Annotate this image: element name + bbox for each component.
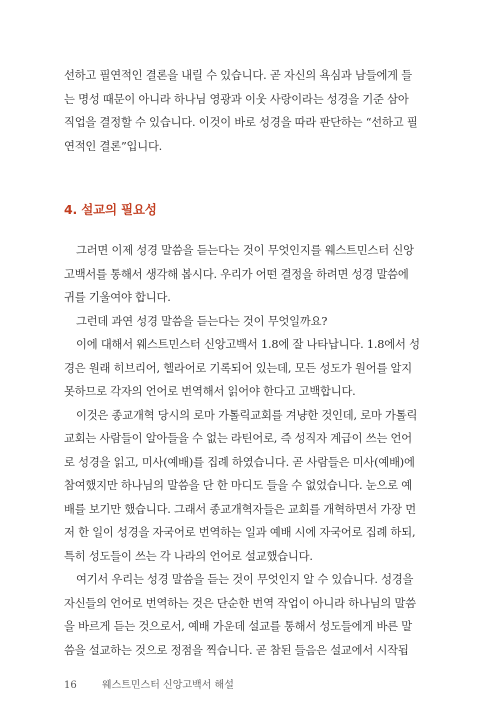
text-line: 연적인 결론”입니다. (64, 139, 163, 153)
text-line: 참여했지만 하나님의 말씀을 단 한 마디도 들을 수 없었습니다. 눈으로 예 (64, 479, 412, 492)
text-line: 여기서 우리는 성경 말씀을 듣는 것이 무엇인지 알 수 있습니다. 성경을 (76, 573, 414, 586)
text-line: 씀을 설교하는 것으로 정점을 찍습니다. 곧 참된 들음은 설교에서 시작됩 (64, 643, 409, 657)
text-line: 자신들의 언어로 번역하는 것은 단순한 번역 작업이 아니라 하나님의 말씀 (64, 596, 416, 610)
text-line: 저 한 일이 성경을 자국어로 번역하는 일과 예배 시에 자국어로 집례 하되, (64, 526, 416, 539)
text-line: 특히 성도들이 쓰는 각 나라의 언어로 설교했습니다. (64, 549, 313, 563)
intro-paragraph (64, 64, 434, 158)
page-number: 16 (64, 680, 77, 691)
section-body (64, 239, 434, 662)
section-heading: 4. 설교의 필요성 (64, 202, 157, 217)
text-line: 고백서를 통해서 생각해 봅시다. 우리가 어떤 결정을 하려면 성경 말씀에 (64, 267, 409, 281)
text-line: 선하고 필연적인 결론을 내릴 수 있습니다. 곧 자신의 욕심과 남들에게 들 (64, 69, 412, 82)
text-line: 을 바르게 듣는 것으로서, 예배 가운데 설교를 통해서 성도들에게 바른 말 (64, 620, 412, 633)
text-line: 직업을 결정할 수 있습니다. 이것이 바로 성경을 따라 판단하는 “선하고 필 (64, 116, 418, 129)
text-line: 로 성경을 읽고, 미사(예배)를 집례 하였습니다. 곧 사람들은 미사(예배)에 (64, 455, 415, 469)
text-line: 이것은 종교개혁 당시의 로마 가톨릭교회를 겨냥한 것인데, 로마 가톨릭 (76, 408, 418, 422)
text-line: 배를 보기만 했습니다. 그래서 종교개혁자들은 교회를 개혁하면서 가장 먼 (64, 502, 416, 516)
page-footer (64, 676, 234, 691)
text-line: 이에 대해서 웨스트민스터 신앙고백서 1.8에 잘 나타납니다. 1.8에서 성 (76, 338, 420, 351)
text-line: 그런데 과연 성경 말씀을 듣는다는 것이 무엇일까요? (76, 314, 328, 328)
text-line: 교회는 사람들이 알아들을 수 없는 라틴어로, 즉 성직자 계급이 쓰는 언어 (64, 432, 412, 445)
text-line: 귀를 기울여야 합니다. (64, 291, 171, 304)
text-line: 그러면 이제 성경 말씀을 듣는다는 것이 무엇인지를 웨스트민스터 신앙 (76, 244, 414, 257)
text-line: 는 명성 때문이 아니라 하나님 영광과 이웃 사랑이라는 성경을 기준 삼아 (64, 92, 409, 106)
text-line: 경은 원래 히브리어, 헬라어로 기록되어 있는데, 모든 성도가 원어를 알지 (64, 361, 412, 375)
running-title: 웨스트민스터 신앙고백서 해설 (101, 680, 234, 691)
text-line: 못하므로 각자의 언어로 번역해서 읽어야 한다고 고백합니다. (64, 385, 356, 398)
